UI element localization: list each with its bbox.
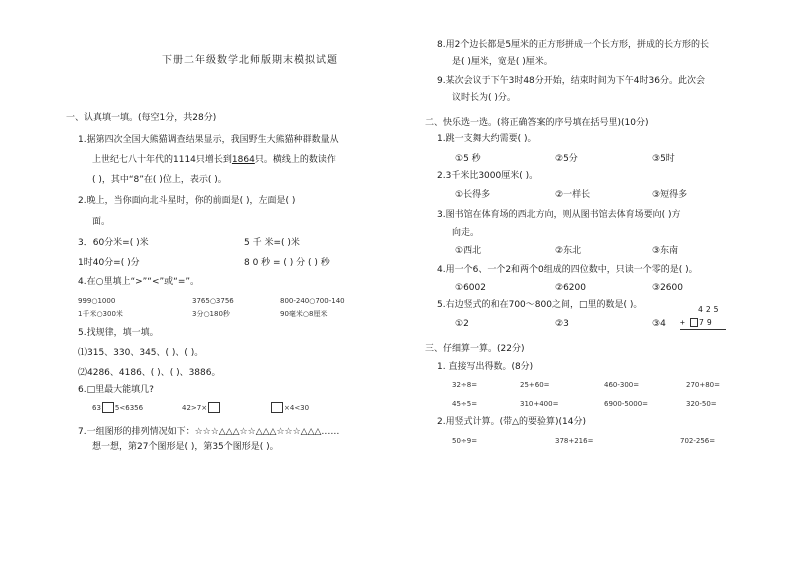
- q3-item-2: 5 千 米=( )米: [244, 238, 300, 248]
- q1-number: 1864: [231, 155, 255, 165]
- q8-line-1: 8.用2个边长都是5厘米的正方形拼成一个长方形，拼成的长方形的长: [437, 40, 710, 50]
- part-2-prompt: 2.用竖式计算。(带△的要验算)(14分): [437, 417, 587, 427]
- mental-calc-1: 32÷8=: [452, 381, 478, 389]
- choice-4-opt-2: ②6200: [555, 283, 586, 293]
- section-1-header: 一、认真填一填。(每空1分，共28分): [66, 113, 217, 123]
- mental-calc-5: 45÷5=: [452, 400, 478, 408]
- section-3-header: 三、仔细算一算。(22分): [425, 344, 525, 354]
- q1-text-post: 只。横线上的数读作: [254, 155, 336, 165]
- mental-calc-7: 6900-5000=: [604, 400, 649, 408]
- choice-5-opt-1: ①2: [455, 319, 469, 329]
- q7-line-2: 想一想，第27个图形是( )，第35个图形是( )。: [92, 442, 279, 452]
- q9-line-1: 9.某次会议于下午3时48分开始，结束时间为下午4时36分。此次会: [437, 76, 705, 86]
- choice-4-opt-3: ③2600: [652, 283, 683, 293]
- written-calc-2: 378+216=: [555, 437, 594, 445]
- choice-2: 2.3千米比3000厘米( )。: [437, 171, 539, 181]
- q3-item-1: 3．60分米=( )米: [78, 238, 149, 248]
- mental-calc-8: 320-50=: [686, 400, 717, 408]
- q4-compare-4: 1千米○300米: [78, 310, 123, 318]
- choice-1-opt-1: ①5 秒: [455, 154, 481, 164]
- choice-2-opt-2: ②一样长: [555, 190, 591, 200]
- q5-sequence-2: ⑵4286、4186、( )、( )、3886。: [78, 368, 221, 378]
- q6-item-3: ×4<30: [270, 402, 309, 413]
- choice-1-opt-3: ③5时: [652, 154, 675, 164]
- q1-text-pre: 上世纪七八十年代的1114只增长到: [92, 155, 232, 165]
- q1-line-1: 1.据第四次全国大熊猫调查结果显示，我国野生大熊猫种群数量从: [78, 135, 339, 145]
- q4-compare-6: 90毫米○8厘米: [280, 310, 328, 318]
- q6-blank-box[interactable]: [208, 402, 220, 413]
- choice-1-opt-2: ②5分: [555, 154, 578, 164]
- q6-blank-box[interactable]: [271, 402, 283, 413]
- choice-3-opt-2: ②东北: [555, 246, 582, 256]
- q3-item-4: 8 0 秒 = ( ) 分 ( ) 秒: [244, 258, 330, 268]
- q6-prompt: 6.□里最大能填几?: [78, 385, 154, 395]
- q6-item-2: 42>7×: [182, 402, 221, 413]
- q1-line-3: ( )，其中“8”在( )位上，表示( )。: [92, 175, 227, 185]
- section-2-header: 二、快乐选一选。(将正确答案的序号填在括号里)(10分): [425, 118, 649, 128]
- written-calc-3: 702-256=: [680, 437, 716, 445]
- mental-calc-6: 310+400=: [520, 400, 559, 408]
- choice-3-opt-1: ①西北: [455, 246, 482, 256]
- choice-2-opt-1: ①长得多: [455, 190, 491, 200]
- vertical-calc-line: [680, 329, 726, 330]
- choice-5-opt-2: ②3: [555, 319, 569, 329]
- choice-3-line-2: 向走。: [452, 228, 480, 238]
- choice-2-opt-3: ③短得多: [652, 190, 688, 200]
- q5-sequence-1: ⑴315、330、345、( )、( )。: [78, 348, 204, 358]
- vertical-calc-top: 425: [698, 305, 722, 314]
- q4-compare-2: 3765○3756: [192, 297, 234, 305]
- choice-3-opt-3: ③东南: [652, 246, 679, 256]
- q2-line-2: 面。: [92, 217, 111, 227]
- q1-line-2: [92, 155, 336, 166]
- choice-4-opt-1: ①6002: [455, 283, 486, 293]
- q4-compare-1: 999○1000: [78, 297, 116, 305]
- q9-line-2: 议时长为( )分。: [452, 93, 516, 103]
- mental-calc-2: 25+60=: [520, 381, 550, 389]
- choice-5: 5.右边竖式的和在700～800之间，□里的数是( )。: [437, 300, 643, 310]
- mental-calc-3: 460-300=: [604, 381, 640, 389]
- choice-3-line-1: 3.图书馆在体育场的西北方向，则从图书馆去体育场要向( )方: [437, 210, 681, 220]
- q6-item-1: 63 5<6356: [92, 404, 144, 412]
- q2-line-1: 2.晚上，当你面向北斗星时，你的前面是( )，左面是( ): [78, 196, 296, 206]
- q8-line-2: 是( )厘米，宽是( )厘米。: [452, 57, 553, 67]
- vertical-calc-bottom: 79: [689, 318, 715, 327]
- q6-blank-box[interactable]: [102, 402, 114, 413]
- mental-calc-4: 270+80=: [686, 381, 720, 389]
- q7-line-1: 7.一组图形的排列情况如下：☆☆☆△△△☆☆△△△☆☆☆△△△……: [78, 427, 340, 437]
- vertical-calc-blank-box[interactable]: [690, 318, 698, 327]
- q4-compare-3: 800-240○700-140: [280, 297, 345, 305]
- written-calc-1: 50÷9=: [452, 437, 478, 445]
- q3-item-3: 1时40分=( )分: [78, 258, 140, 268]
- q4-compare-5: 3分○180秒: [192, 310, 230, 318]
- part-1-prompt: 1. 直接写出得数。(8分): [437, 362, 534, 372]
- vertical-calc-operator: +: [680, 318, 688, 327]
- page-title: 下册二年级数学北师版期末模拟试题: [162, 55, 338, 66]
- q5-prompt: 5.找规律，填一填。: [78, 328, 159, 338]
- q4-prompt: 4.在○里填上“>”“<”或“=”。: [78, 277, 200, 287]
- choice-4: 4.用一个6、一个2和两个0组成的四位数中，只读一个零的是( )。: [437, 265, 698, 275]
- choice-1: 1.跳一支舞大约需要( )。: [437, 134, 537, 144]
- choice-5-opt-3: ③4: [652, 319, 666, 329]
